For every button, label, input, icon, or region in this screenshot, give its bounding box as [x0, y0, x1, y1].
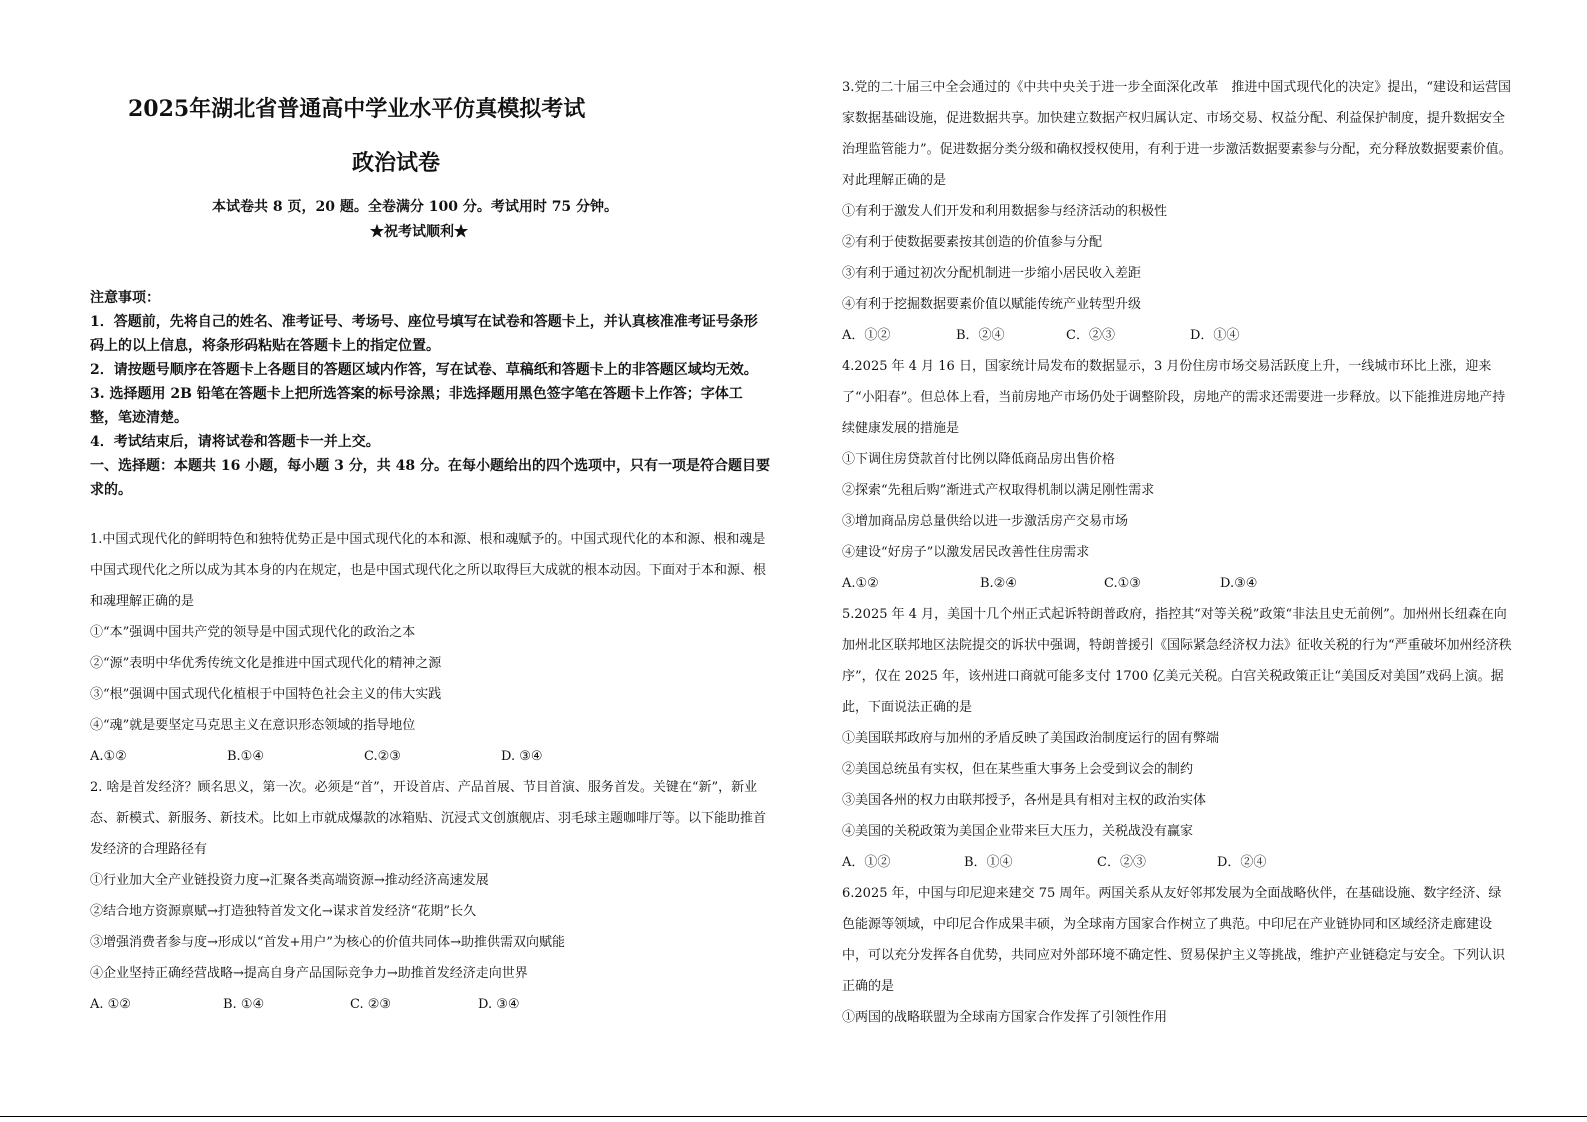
question-item: ②有利于使数据要素按其创造的价值参与分配	[842, 235, 1103, 250]
question-item: ①有利于激发人们开发和利用数据参与经济活动的积极性	[842, 204, 1168, 219]
exam-info: 本试卷共 8 页，20 题。全卷满分 100 分。考试用时 75 分钟。	[212, 199, 619, 215]
exam-wish: ★祝考试顺利★	[370, 224, 468, 240]
option-d: D.③④	[1220, 576, 1258, 591]
question-stem: 2. 啥是首发经济？顾名思义，第一次。必须是“首”，开设首店、产品首展、节目首演、服务首发。关键在“新”，新业态、新模式、新服务、新技术。比如上市就成爆款的冰箱贴、沉浸式文创旗舰店、羽毛球主题咖啡厅等。以下能助推首发经济的合理路径有	[90, 780, 767, 857]
option-c: C.①③	[1104, 576, 1141, 591]
question-item: ④有利于挖掘数据要素价值以赋能传统产业转型升级	[842, 297, 1142, 312]
question-item: ③增加商品房总量供给以进一步激活房产交易市场	[842, 514, 1129, 529]
question-options	[90, 989, 770, 1020]
option-b: B．②④	[956, 328, 1005, 343]
notice-item: 1．答题前，先将自己的姓名、准考证号、考场号、座位号填写在试卷和答题卡上，并认真核准准考证号条形码上的以上信息，将条形码粘贴在答题卡上的指定位置。	[90, 314, 758, 354]
question-stem: 3.党的二十届三中全会通过的《中共中央关于进一步全面深化改革 推进中国式现代化的决定》提出，“建设和运营国家数据基础设施，促进数据共享。加快建立数据产权归属认定、市场交易、权益分配、利益保护制度，提升数据安全治理监管能力”。促进数据分类分级和确权授权使用，有利于进一步激活数据要素参与分配，充分释放数据要素价值。对此理解正确的是	[842, 80, 1512, 188]
option-b: B．①④	[964, 855, 1013, 870]
option-a: A.①②	[90, 749, 127, 764]
question-item: ③美国各州的权力由联邦授予，各州是具有相对主权的政治实体	[842, 793, 1207, 808]
option-b: B. ①④	[223, 997, 265, 1012]
question-item: ①下调住房贷款首付比例以降低商品房出售价格	[842, 452, 1116, 467]
question-item: ③“根”强调中国式现代化植根于中国特色社会主义的伟大实践	[90, 687, 442, 702]
question-item: ②探索“先租后购”渐进式产权取得机制以满足刚性需求	[842, 483, 1155, 498]
option-c: C.②③	[364, 749, 401, 764]
question-item: ④“魂”就是要坚定马克思主义在意识形态领域的指导地位	[90, 718, 416, 733]
notice-heading: 注意事项：	[90, 290, 160, 306]
notice-item: 2．请按题号顺序在答题卡上各题目的答题区域内作答，写在试卷、草稿纸和答题卡上的非答题区域均无效。	[90, 362, 758, 378]
question-options	[90, 741, 770, 772]
question-stem: 5.2025 年 4 月，美国十几个州正式起诉特朗普政府，指控其“对等关税”政策“非法且史无前例”。加州州长纽森在向加州北区联邦地区法院提交的诉状中强调，特朗普援引《国际紧急经济权力法》征收关税的行为“严重破坏加州经济秩序”，仅在 2025 年，该州进口商就可能多支付 1700 亿美元关税。白宫关税政策正让“美国反对美国”戏码上演。据此，下面说法正确的是	[842, 607, 1512, 715]
question-item: ④企业坚持正确经营战略→提高自身产品国际竞争力→助推首发经济走向世界	[90, 966, 528, 981]
option-a: A．①②	[842, 855, 891, 870]
question-stem: 6.2025 年，中国与印尼迎来建交 75 周年。两国关系从友好邻邦发展为全面战略伙伴，在基础设施、数字经济、绿色能源等领域，中印尼合作成果丰硕，为全球南方国家合作树立了典范。中印尼在产业链协同和区域经济走廊建设中，可以充分发挥各自优势，共同应对外部环境不确定性、贸易保护主义等挑战，维护产业链稳定与安全。下列认识正确的是	[842, 886, 1506, 994]
question-item: ①美国联邦政府与加州的矛盾反映了美国政治制度运行的固有弊端	[842, 731, 1220, 746]
notice-item: 4．考试结束后，请将试卷和答题卡一并上交。	[90, 434, 380, 450]
page-bottom-border	[0, 1116, 1587, 1117]
option-a: A. ①②	[90, 997, 131, 1012]
question-item: ④建设“好房子”以激发居民改善性住房需求	[842, 545, 1090, 560]
exam-subtitle: 政治试卷	[352, 150, 441, 176]
question-item: ①行业加大全产业链投资力度→汇聚各类高端资源→推动经济高速发展	[90, 873, 489, 888]
option-c: C．②③	[1097, 855, 1146, 870]
question-item: ①两国的战略联盟为全球南方国家合作发挥了引领性作用	[842, 1010, 1168, 1025]
option-c: C. ②③	[350, 997, 392, 1012]
option-d: D．①④	[1190, 328, 1240, 343]
question-item: ③增强消费者参与度→形成以“首发+用户”为核心的价值共同体→助推供需双向赋能	[90, 935, 565, 950]
option-b: B.②④	[980, 576, 1017, 591]
option-a: A．①②	[842, 328, 891, 343]
question-1	[90, 524, 770, 1020]
question-item: ①“本”强调中国共产党的领导是中国式现代化的政治之本	[90, 625, 416, 640]
question-3	[842, 72, 1512, 1033]
question-item: ②结合地方资源禀赋→打造独特首发文化→谋求首发经济“花期”长久	[90, 904, 477, 919]
question-item: ③有利于通过初次分配机制进一步缩小居民收入差距	[842, 266, 1142, 281]
option-b: B.①④	[227, 749, 264, 764]
option-d: D．②④	[1217, 855, 1267, 870]
question-options	[842, 847, 1512, 878]
question-stem: 1.中国式现代化的鲜明特色和独特优势正是中国式现代化的本和源、根和魂赋予的。中国式现代化的本和源、根和魂是中国式现代化之所以成为其本身的内在规定，也是中国式现代化之所以取得巨大成就的根本动因。下面对于本和源、根和魂理解正确的是	[90, 532, 767, 609]
section-instruction: 一、选择题：本题共 16 小题，每小题 3 分，共 48 分。在每小题给出的四个选项中，只有一项是符合题目要求的。	[90, 458, 770, 498]
option-d: D. ③④	[478, 997, 520, 1012]
question-item: ②美国总统虽有实权，但在某些重大事务上会受到议会的制约	[842, 762, 1194, 777]
option-c: C．②③	[1066, 328, 1115, 343]
notice-item: 3. 选择题用 2B 铅笔在答题卡上把所选答案的标号涂黑；非选择题用黑色签字笔在答题卡上作答；字体工整，笔迹清楚。	[90, 386, 743, 426]
option-d: D. ③④	[501, 749, 543, 764]
question-item: ②“源”表明中华优秀传统文化是推进中国式现代化的精神之源	[90, 656, 442, 671]
notice-section	[90, 286, 770, 502]
exam-title: 2025年湖北省普通高中学业水平仿真模拟考试	[128, 96, 586, 122]
question-item: ④美国的关税政策为美国企业带来巨大压力，关税战没有赢家	[842, 824, 1194, 839]
question-options	[842, 320, 1512, 351]
question-options	[842, 568, 1512, 599]
option-a: A.①②	[842, 576, 879, 591]
question-stem: 4.2025 年 4 月 16 日，国家统计局发布的数据显示，3 月份住房市场交易活跃度上升，一线城市环比上涨，迎来了“小阳春”。但总体上看，当前房地产市场仍处于调整阶段，房地产的需求还需要进一步释放。以下能推进房地产持续健康发展的措施是	[842, 359, 1506, 436]
